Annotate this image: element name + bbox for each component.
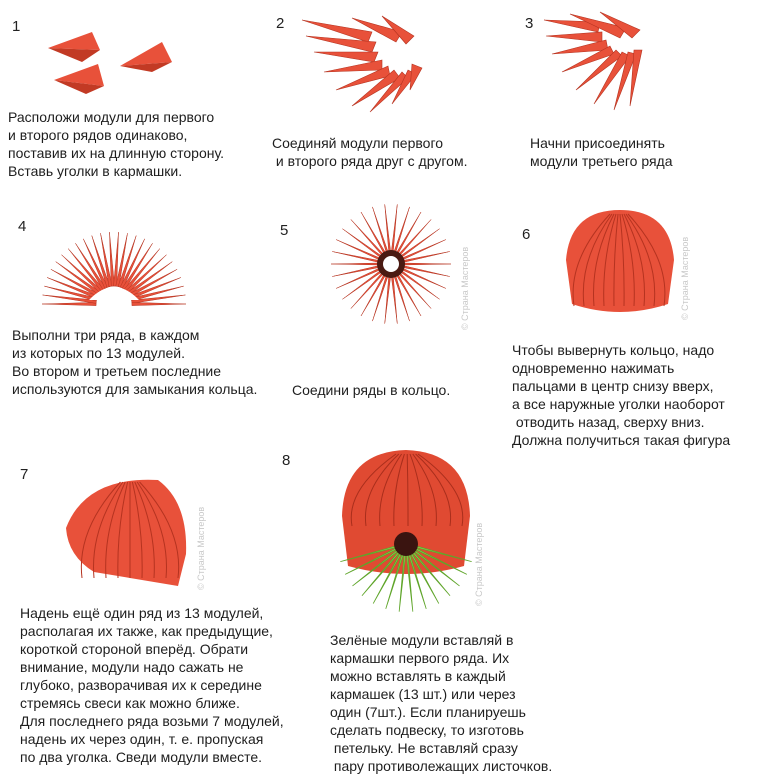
step-3-text: Начни присоединять модули третьего ряда <box>530 135 673 169</box>
step-1-number: 1 <box>12 18 21 35</box>
step-4-text: Выполни три ряда, в каждом из которых по 13 модулей. Во втором и третьем последние используются для замыкания кольца. <box>12 327 258 397</box>
step-1-modules-image <box>40 28 190 98</box>
step-8-number: 8 <box>282 452 291 469</box>
step-2-number: 2 <box>276 15 285 32</box>
step-2-modules-image <box>292 12 442 122</box>
step-3-number: 3 <box>525 15 534 32</box>
watermark-5: © Страна Мастеров <box>460 246 470 330</box>
step-4-number: 4 <box>18 218 27 235</box>
watermark-6: © Страна Мастеров <box>680 236 690 320</box>
step-4-ring-image <box>44 222 184 317</box>
step-1-text: Расположи модули для первого и второго рядов одинаково, поставив их на длинную сторону. Вставь уголки в кармашки. <box>8 109 224 179</box>
step-6-text: Чтобы вывернуть кольцо, надо одновременно нажимать пальцами в центр снизу вверх, а все наружные уголки наоборот отводить назад, сверху вниз. Должна получиться такая фигура <box>512 342 731 448</box>
watermark-8: © Страна Мастеров <box>474 522 484 606</box>
step-2-text: Соединяй модули первого и второго ряда друг с другом. <box>272 135 468 169</box>
step-5-ring-image <box>326 204 456 324</box>
step-6-number: 6 <box>522 226 531 243</box>
step-8-text: Зелёные модули вставляй в кармашки первого ряда. Их можно вставлять в каждый кармашек (13 шт.) или через один (7шт.). Если планируешь сделать подвеску, то изготовь петельку. Не вставляй сразу пару противолежащих листочков. <box>330 632 553 774</box>
step-5-text: Соедини ряды в кольцо. <box>292 382 451 398</box>
step-6-dome-image <box>560 208 680 320</box>
step-5-number: 5 <box>280 222 289 239</box>
step-8-flower-image <box>338 446 474 614</box>
step-7-number: 7 <box>20 466 29 483</box>
step-7-text: Надень ещё один ряд из 13 модулей, располагая их также, как предыдущие, короткой стороной вперёд. Обрати внимание, модули надо сажать не глубоко, разворачивая их к середине стремясь свеси как можно ближе. Для последнего ряда возьми 7 модулей, надень их через один, т. е. пропуская по два уголка. Сведи модули вместе. <box>20 605 284 765</box>
step-3-modules-image <box>540 10 650 120</box>
step-7-dome-image <box>62 474 192 594</box>
watermark-7: © Страна Мастеров <box>196 506 206 590</box>
